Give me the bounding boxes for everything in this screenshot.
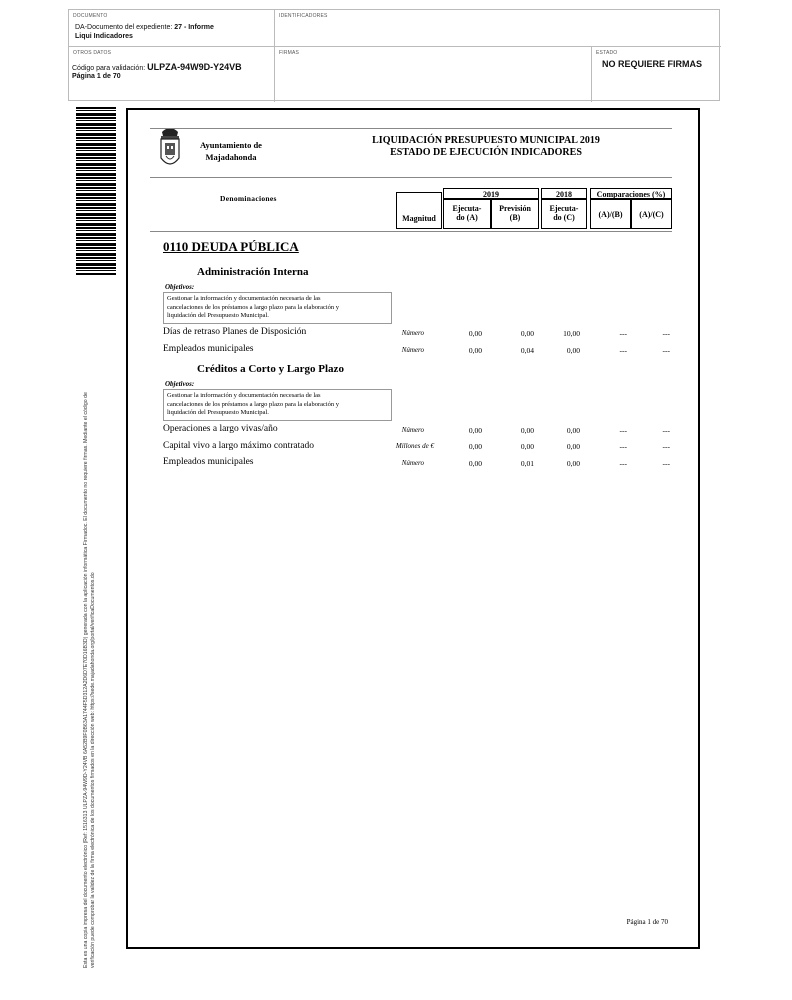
indicator-magnitud: Número <box>401 346 424 354</box>
value-ab: --- <box>619 426 627 435</box>
col-2018-box <box>541 188 587 199</box>
section-heading <box>163 239 299 255</box>
firmas-label: FIRMAS <box>279 50 300 56</box>
col-ejec-a-box <box>443 199 491 229</box>
title-rule <box>150 177 672 178</box>
report-subtitle: ESTADO DE EJECUCIÓN INDICADORES <box>390 147 582 158</box>
side-text-line1: Esta es una copia impresa del documento electrónico (Ref: 1516313 ULPZA-94W9D-Y24VB 6A52B9F0B63A1744F5D312A2D6D7E70D16B3D) generada con la aplicación informática Firmadoc. El documento no requiere firmas. Mediante el código de <box>83 392 89 968</box>
value-ab: --- <box>619 442 627 451</box>
section-code: 0110 <box>163 239 189 254</box>
estado-label: ESTADO <box>596 50 618 56</box>
codigo-value: ULPZA-94W9D-Y24VB <box>147 62 242 72</box>
indicator-name: Empleados municipales <box>163 457 254 467</box>
value-a: 0,00 <box>468 459 482 468</box>
col-ejec-c <box>542 204 586 222</box>
objetivos-line: Gestionar la información y documentación necesaria de las <box>167 392 321 399</box>
value-c: 10,00 <box>563 329 580 338</box>
col-prev-box <box>491 199 539 229</box>
col-prev-l2: (B) <box>509 213 521 222</box>
indicator-name: Operaciones a largo vivas/año <box>163 424 278 434</box>
col-ab: (A)/(B) <box>598 210 623 219</box>
col-ejec-c-l1: Ejecuta- <box>549 204 579 213</box>
value-ac: --- <box>662 346 670 355</box>
indicator-name: Capital vivo a largo máximo contratado <box>163 441 314 451</box>
value-a: 0,00 <box>468 426 482 435</box>
col-ab-box <box>590 199 631 229</box>
estado-value: NO REQUIERE FIRMAS <box>602 59 703 69</box>
objetivos-line: Gestionar la información y documentación necesaria de las <box>167 295 321 302</box>
col-2019-box <box>443 188 539 199</box>
identificadores-cell <box>275 10 721 47</box>
value-ab: --- <box>619 459 627 468</box>
col-magnitud: Magnitud <box>402 214 436 223</box>
col-ejec-a-l1: Ejecuta- <box>452 204 482 213</box>
objetivos-label: Objetivos: <box>165 380 195 388</box>
value-b: 0,01 <box>520 459 534 468</box>
objetivos-line: liquidación del Presupuesto Municipal. <box>167 312 269 319</box>
value-b: 0,00 <box>520 442 534 451</box>
documento-line1-bold: 27 - Informe <box>174 24 214 31</box>
barcode <box>76 107 116 275</box>
codigo-label: Código para validación: <box>72 65 146 72</box>
value-c: 0,00 <box>566 346 580 355</box>
section-name: DEUDA PÚBLICA <box>191 239 299 254</box>
col-comparaciones: Comparaciones (%) <box>596 190 666 199</box>
objetivos-label: Objetivos: <box>165 283 195 291</box>
documento-line1: DA-Documento del expediente: <box>75 24 173 31</box>
col-magnitud-box <box>396 192 442 229</box>
value-ac: --- <box>662 459 670 468</box>
report-page <box>126 108 700 949</box>
col-2018: 2018 <box>556 190 572 199</box>
value-b: 0,00 <box>520 329 534 338</box>
header-pagina: Página 1 de 70 <box>72 73 121 80</box>
top-rule <box>150 128 672 129</box>
col-ejec-c-box <box>541 199 587 229</box>
col-ac-box <box>631 199 672 229</box>
side-text-line2: verificación puede comprobar la validez de la firma electrónica de los documentos firmados en la dirección web: https://sede.majadahonda.org/portal/verificaDocumentos.do <box>90 572 96 968</box>
coat-of-arms-icon <box>158 126 182 172</box>
col-comparaciones-box <box>590 188 672 199</box>
col-ac: (A)/(C) <box>639 210 664 219</box>
otros-datos-label: OTROS DATOS <box>73 50 112 56</box>
value-ac: --- <box>662 329 670 338</box>
objetivos-box <box>163 389 392 421</box>
indicator-name: Empleados municipales <box>163 344 254 354</box>
group-title: Créditos a Corto y Largo Plazo <box>197 363 344 375</box>
col-prev-l1: Previsión <box>499 204 531 213</box>
indicator-magnitud: Número <box>401 459 424 467</box>
col-ejec-a <box>444 204 490 222</box>
estado-cell <box>592 47 721 102</box>
value-ac: --- <box>662 442 670 451</box>
col-2019: 2019 <box>483 190 499 199</box>
org-name-line1: Ayuntamiento de <box>200 140 262 150</box>
col-denominaciones: Denominaciones <box>220 194 277 203</box>
value-ac: --- <box>662 426 670 435</box>
indicator-name: Días de retraso Planes de Disposición <box>163 327 307 337</box>
col-prevision <box>492 204 538 222</box>
identificadores-label: IDENTIFICADORES <box>279 13 328 19</box>
objetivos-line: liquidación del Presupuesto Municipal. <box>167 409 269 416</box>
objetivos-line: cancelaciones de los préstamos a largo plazo para la elaboración y <box>167 303 340 311</box>
indicator-magnitud: Número <box>401 329 424 337</box>
report-title: LIQUIDACIÓN PRESUPUESTO MUNICIPAL 2019 <box>372 135 600 146</box>
col-ejec-a-l2: do (A) <box>456 213 478 222</box>
indicator-magnitud: Número <box>401 426 424 434</box>
org-name-line2: Majadahonda <box>205 152 257 162</box>
value-ab: --- <box>619 329 627 338</box>
table-header-rule <box>150 231 672 232</box>
value-b: 0,04 <box>520 346 534 355</box>
objetivos-line: cancelaciones de los préstamos a largo plazo para la elaboración y <box>167 400 340 408</box>
indicator-magnitud: Millones de € <box>395 442 434 450</box>
value-c: 0,00 <box>566 442 580 451</box>
page-footer: Página 1 de 70 <box>626 918 668 926</box>
value-ab: --- <box>619 346 627 355</box>
documento-label: DOCUMENTO <box>73 13 108 19</box>
documento-line2: Liqui Indicadores <box>75 33 133 40</box>
value-a: 0,00 <box>468 442 482 451</box>
value-a: 0,00 <box>468 329 482 338</box>
otros-datos-cell <box>69 47 275 102</box>
firmas-cell <box>275 47 592 102</box>
objetivos-box <box>163 292 392 324</box>
group-title: Administración Interna <box>197 266 309 278</box>
value-c: 0,00 <box>566 459 580 468</box>
documento-cell <box>69 10 275 47</box>
value-a: 0,00 <box>468 346 482 355</box>
value-b: 0,00 <box>520 426 534 435</box>
value-c: 0,00 <box>566 426 580 435</box>
document-header <box>68 9 720 101</box>
col-ejec-c-l2: do (C) <box>553 213 575 222</box>
